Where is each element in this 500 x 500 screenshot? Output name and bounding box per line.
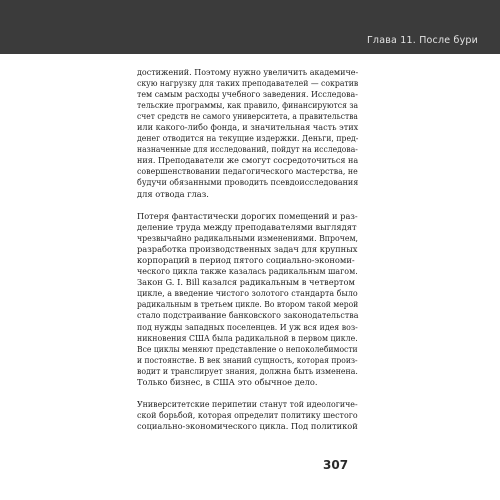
text-line: Все циклы меняют представление о непоколебимости [137, 343, 358, 354]
text-line: стало подстраивание банковского законодательства [137, 310, 359, 321]
text-line: достижений. Поэтому нужно увеличить академиче- [137, 67, 359, 77]
text-line: тем самым расходы учебного заведения. Исследова- [137, 89, 358, 100]
text-line: тельские программы, как правило, финансируются за [137, 100, 359, 111]
text-line: деление труда между преподавателями выглядят [137, 222, 357, 233]
text-line: будучи обязанными проводить псевдоисследования [137, 177, 359, 188]
text-line: назначенные для исследований, пойдут на исследова- [137, 144, 358, 155]
text-line: скую нагрузку для таких преподавателей — сократив [137, 78, 359, 89]
text-line: совершенствовании педагогического мастерства, не [137, 166, 358, 177]
text-line: Только бизнес, в США это обычное дело. [137, 376, 318, 387]
text-line: Потеря фантастически дорогих помещений и раз- [137, 211, 358, 222]
text-line: счет средств не самого университета, а правительства [137, 111, 358, 122]
paragraph [137, 67, 358, 200]
text-line: социально-экономического цикла. Под политикой [137, 421, 358, 432]
text-line: никновения США была радикальной в первом цикле. [137, 332, 358, 343]
text-line: или какого-либо фонда, и значительная часть этих [137, 122, 359, 133]
text-line: радикальным в третьем цикле. Во втором такой мерой [137, 299, 359, 310]
text-line: под нужды западных поселенцев. И уж вся идея воз- [137, 321, 358, 332]
text-line: ния. Преподаватели же смогут сосредоточиться на [137, 155, 359, 166]
text-line: водит и транслирует знания, должна быть изменена. [137, 365, 358, 376]
text-line: Закон G. I. Bill казался радикальным в четвертом [137, 277, 355, 288]
text-line: для отвода глаз. [137, 188, 209, 199]
text-line: корпораций в период пятого социально-экономи- [137, 255, 355, 266]
paragraph-gap [137, 388, 358, 400]
body-text [137, 67, 358, 432]
text-line: чрезвычайно радикальными изменениями. Впрочем, [137, 233, 359, 244]
header-bar [0, 0, 500, 54]
page-number: 307 [323, 458, 349, 472]
paragraph-gap [137, 200, 358, 212]
text-line: ческого цикла также казалась радикальным шагом. [137, 266, 358, 277]
text-line: разработка производственных задач для крупных [137, 244, 358, 255]
running-head: Глава 11. После бури [366, 35, 478, 46]
text-line: и постоянстве. В век знаний сущность, которая произ- [137, 354, 358, 365]
text-line: денег отводится на текущие издержки. Деньги, пред- [137, 133, 359, 144]
paragraph [137, 399, 358, 432]
text-line: Университетские перипетии станут той идеологиче- [137, 399, 358, 410]
paragraph [137, 211, 358, 388]
text-line: цикле, а введение чистого золотого стандарта было [137, 288, 358, 299]
text-line: ской борьбой, которая определит политику шестого [137, 410, 358, 421]
